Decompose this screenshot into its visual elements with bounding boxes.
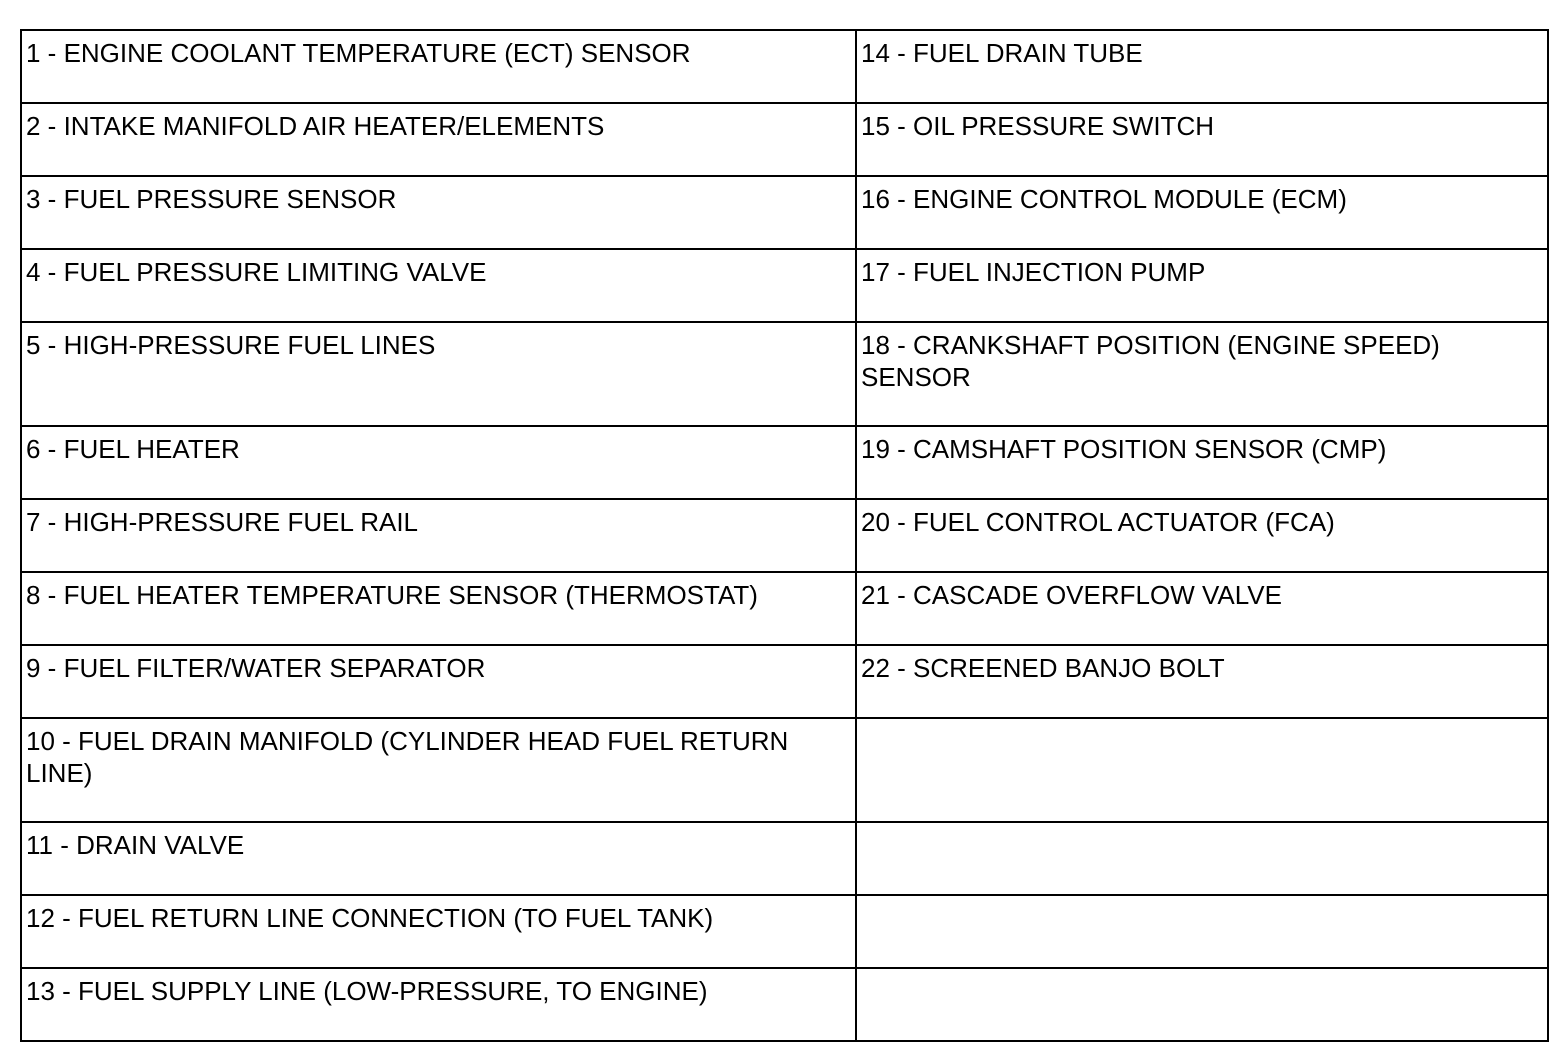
table-row <box>21 499 1548 572</box>
legend-cell-left: 6 - FUEL HEATER <box>21 426 856 499</box>
legend-cell-right: 15 - OIL PRESSURE SWITCH <box>856 103 1548 176</box>
legend-cell-right: 14 - FUEL DRAIN TUBE <box>856 30 1548 103</box>
legend-cell-left: 11 - DRAIN VALVE <box>21 822 856 895</box>
legend-cell-right <box>856 895 1548 968</box>
legend-cell-left: 4 - FUEL PRESSURE LIMITING VALVE <box>21 249 856 322</box>
table-row <box>21 103 1548 176</box>
table-row <box>21 718 1548 822</box>
table-row <box>21 176 1548 249</box>
legend-cell-right: 21 - CASCADE OVERFLOW VALVE <box>856 572 1548 645</box>
legend-cell-right: 17 - FUEL INJECTION PUMP <box>856 249 1548 322</box>
legend-cell-right <box>856 822 1548 895</box>
table-row <box>21 30 1548 103</box>
legend-cell-right: 22 - SCREENED BANJO BOLT <box>856 645 1548 718</box>
legend-cell-left: 10 - FUEL DRAIN MANIFOLD (CYLINDER HEAD FUEL RETURN LINE) <box>21 718 856 822</box>
legend-cell-left: 9 - FUEL FILTER/WATER SEPARATOR <box>21 645 856 718</box>
legend-cell-right <box>856 718 1548 822</box>
table-row <box>21 426 1548 499</box>
legend-cell-left: 1 - ENGINE COOLANT TEMPERATURE (ECT) SENSOR <box>21 30 856 103</box>
legend-cell-right: 16 - ENGINE CONTROL MODULE (ECM) <box>856 176 1548 249</box>
legend-cell-right: 20 - FUEL CONTROL ACTUATOR (FCA) <box>856 499 1548 572</box>
table-row <box>21 822 1548 895</box>
table-row <box>21 572 1548 645</box>
table-row <box>21 645 1548 718</box>
table-row <box>21 249 1548 322</box>
legend-cell-left: 7 - HIGH-PRESSURE FUEL RAIL <box>21 499 856 572</box>
table-row <box>21 322 1548 426</box>
legend-cell-right: 18 - CRANKSHAFT POSITION (ENGINE SPEED) SENSOR <box>856 322 1548 426</box>
legend-cell-left: 12 - FUEL RETURN LINE CONNECTION (TO FUEL TANK) <box>21 895 856 968</box>
legend-cell-left: 8 - FUEL HEATER TEMPERATURE SENSOR (THERMOSTAT) <box>21 572 856 645</box>
component-legend-table <box>20 29 1549 1042</box>
table-row <box>21 895 1548 968</box>
legend-cell-left: 3 - FUEL PRESSURE SENSOR <box>21 176 856 249</box>
legend-cell-left: 13 - FUEL SUPPLY LINE (LOW-PRESSURE, TO ENGINE) <box>21 968 856 1041</box>
table-row <box>21 968 1548 1041</box>
legend-cell-left: 5 - HIGH-PRESSURE FUEL LINES <box>21 322 856 426</box>
legend-cell-left: 2 - INTAKE MANIFOLD AIR HEATER/ELEMENTS <box>21 103 856 176</box>
legend-cell-right: 19 - CAMSHAFT POSITION SENSOR (CMP) <box>856 426 1548 499</box>
legend-cell-right <box>856 968 1548 1041</box>
